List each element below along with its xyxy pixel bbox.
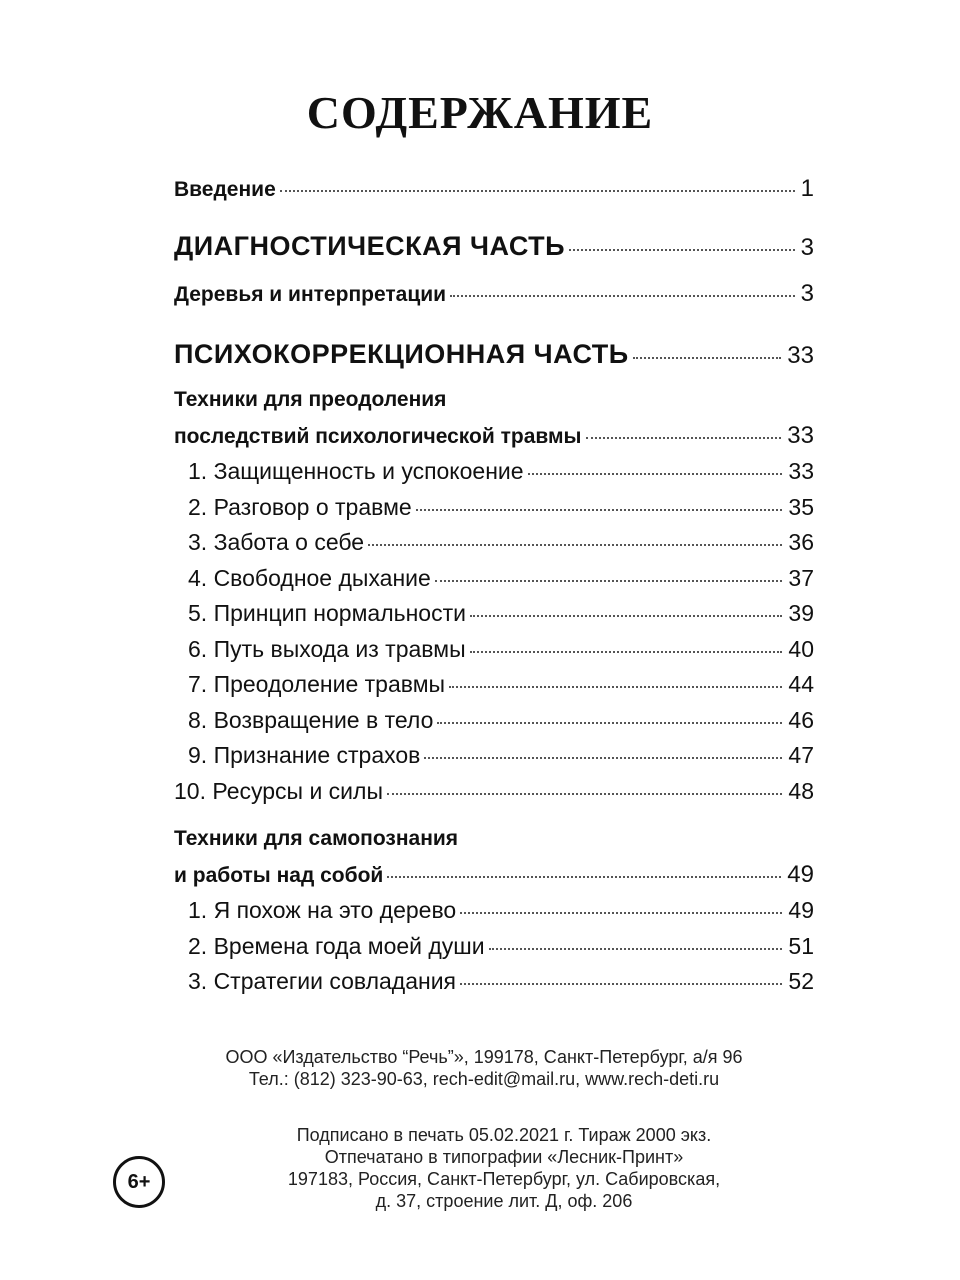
toc-item-label: 3. Стратегии совладания xyxy=(188,968,457,994)
toc-item-page: 36 xyxy=(788,529,814,555)
toc-item xyxy=(174,667,814,703)
toc-item xyxy=(174,893,814,929)
toc-item-page: 51 xyxy=(788,932,814,959)
signed-line: Подписано в печать 05.02.2021 г. Тираж 2000 экз. xyxy=(296,1125,712,1145)
dot-leader xyxy=(435,580,783,582)
toc-item xyxy=(174,525,814,561)
age-rating-badge: 6+ xyxy=(113,1156,165,1208)
toc-item-page: 47 xyxy=(788,742,814,768)
toc-item xyxy=(174,738,814,774)
toc-entry-trees xyxy=(174,274,814,314)
toc-item-label: 2. Разговор о травме xyxy=(188,493,412,520)
toc-item-label: 6. Путь выхода из травмы xyxy=(188,635,466,662)
dot-leader xyxy=(280,190,795,192)
toc-item xyxy=(174,964,814,1000)
toc-entry-intro xyxy=(174,168,814,210)
dot-leader xyxy=(424,757,782,759)
dot-leader xyxy=(449,686,782,688)
toc-item-label: 4. Свободное дыхание xyxy=(188,564,431,591)
toc-item-label: 1. Я похож на это дерево xyxy=(188,897,457,923)
toc-entry-page: 1 xyxy=(800,175,814,202)
toc-item xyxy=(174,490,814,526)
toc-item-page: 52 xyxy=(788,968,814,994)
toc-entry-page: 3 xyxy=(800,234,814,261)
toc-item xyxy=(174,561,814,597)
toc-item-page: 44 xyxy=(788,671,814,697)
toc-item-page: 33 xyxy=(788,458,814,484)
dot-leader xyxy=(460,983,782,985)
contacts-line: Тел.: (812) 323-90-63, rech-edit@mail.ru, www.rech-deti.ru xyxy=(248,1069,720,1089)
toc-section-self-knowledge xyxy=(174,857,814,893)
toc-item xyxy=(174,454,814,490)
page-title: СОДЕРЖАНИЕ xyxy=(306,87,654,138)
address-line: д. 37, строение лит. Д, оф. 206 xyxy=(375,1191,633,1211)
toc-part-label: ПСИХОКОРРЕКЦИОННАЯ ЧАСТЬ xyxy=(174,339,629,369)
toc-entry-page: 33 xyxy=(787,422,814,449)
toc-part-diagnostic xyxy=(174,218,814,274)
toc-item xyxy=(174,596,814,632)
toc-entry-page: 3 xyxy=(800,280,814,307)
toc-item-page: 48 xyxy=(788,777,814,804)
toc-section-label: последствий психологической травмы xyxy=(174,425,582,448)
toc-item xyxy=(174,774,814,810)
dot-leader xyxy=(470,651,783,653)
printed-line: Отпечатано в типографии «Лесник-Принт» xyxy=(324,1147,684,1167)
dot-leader xyxy=(368,544,782,546)
dot-leader xyxy=(528,473,783,475)
toc-entry-label: Деревья и интерпретации xyxy=(174,283,447,306)
dot-leader xyxy=(416,509,783,511)
dot-leader xyxy=(586,437,782,439)
dot-leader xyxy=(387,793,782,795)
toc-section-label: и работы над собой xyxy=(174,864,384,887)
toc-item-page: 49 xyxy=(788,897,814,923)
toc-entry-page: 49 xyxy=(787,861,814,888)
toc-item-label: 5. Принцип нормальности xyxy=(188,600,466,626)
toc-item-label: 9. Признание страхов xyxy=(188,742,421,768)
dot-leader xyxy=(470,615,782,617)
dot-leader xyxy=(437,722,782,724)
dot-leader xyxy=(633,357,782,359)
dot-leader xyxy=(569,249,795,251)
toc-entry-label: Введение xyxy=(174,178,276,201)
toc-item-page: 35 xyxy=(788,493,814,520)
section-heading-line: Техники для самопознания xyxy=(174,827,459,850)
address-line: 197183, Россия, Санкт-Петербург, ул. Сабировская, xyxy=(287,1169,721,1189)
toc-item-page: 39 xyxy=(788,600,814,626)
dot-leader xyxy=(450,295,795,297)
toc-item xyxy=(174,632,814,668)
publisher-info xyxy=(4,1046,960,1090)
section-heading-line: Техники для преодоления xyxy=(174,388,447,411)
publisher-line: ООО «Издательство “Речь”», 199178, Санкт-Петербург, а/я 96 xyxy=(225,1047,743,1067)
toc-item xyxy=(174,929,814,965)
toc-item-label: 1. Защищенность и успокоение xyxy=(188,458,524,484)
toc-item-label: 7. Преодоление травмы xyxy=(188,671,446,697)
toc-item-page: 40 xyxy=(788,635,814,662)
toc-item-page: 46 xyxy=(788,706,814,733)
table-of-contents xyxy=(174,168,814,1000)
toc-entry-page: 33 xyxy=(787,342,814,369)
toc-part-label: ДИАГНОСТИЧЕСКАЯ ЧАСТЬ xyxy=(174,231,566,261)
print-info xyxy=(24,1124,960,1212)
toc-item-label: 8. Возвращение в тело xyxy=(188,706,434,733)
dot-leader xyxy=(387,876,781,878)
dot-leader xyxy=(460,912,782,914)
toc-part-psychocorrection xyxy=(174,326,814,382)
toc-item-label: 10. Ресурсы и силы xyxy=(174,777,383,804)
toc-section-trauma xyxy=(174,418,814,454)
toc-item-label: 3. Забота о себе xyxy=(188,529,365,555)
toc-item xyxy=(174,703,814,739)
toc-item-label: 2. Времена года моей души xyxy=(188,932,485,959)
dot-leader xyxy=(489,948,783,950)
toc-item-page: 37 xyxy=(788,564,814,591)
